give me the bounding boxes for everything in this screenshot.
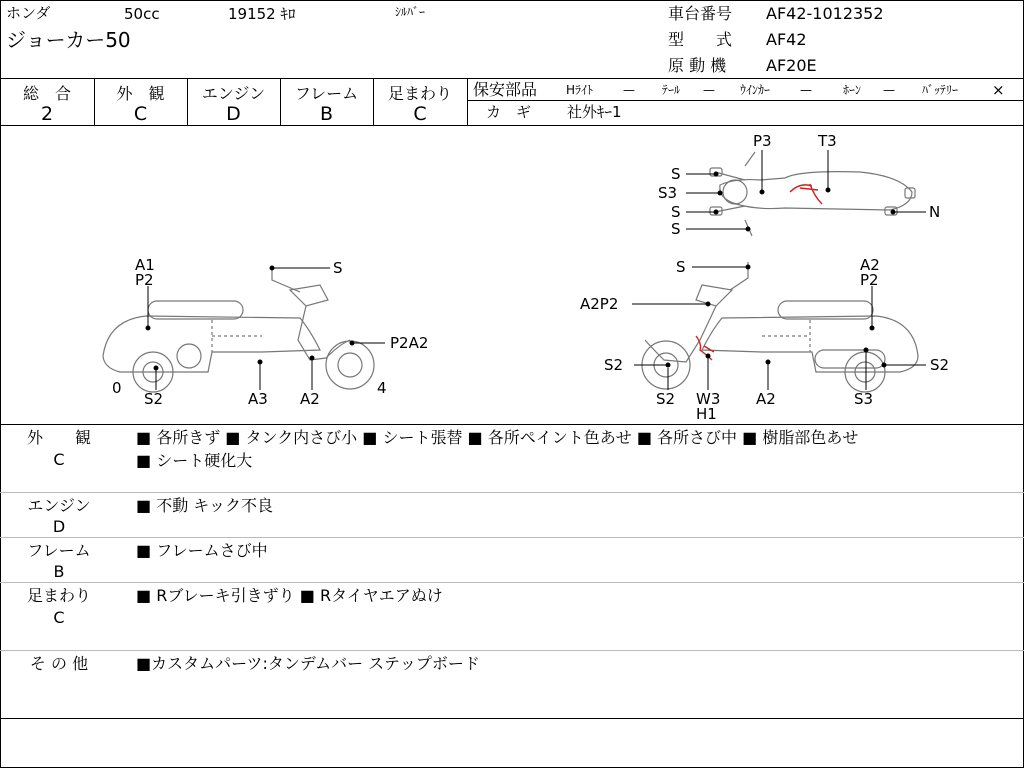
section-label: そ の 他 [29, 654, 89, 673]
grade-label: 足まわり [387, 84, 452, 103]
model-name: ジョーカー50 [6, 28, 131, 52]
top-body-shape [720, 172, 912, 210]
engine-label: 原 動 機 [668, 56, 727, 75]
type-label: 型 式 [668, 30, 733, 49]
label-n: N [929, 203, 941, 221]
label-s2: S2 [144, 390, 164, 408]
muffler [177, 344, 201, 368]
label-a2: A2 [756, 390, 776, 408]
safety-item-name: ﾊﾞｯﾃﾘｰ [922, 83, 959, 97]
mirror-shape [730, 262, 748, 290]
label-s3: S3 [854, 390, 874, 408]
label-s3: S3 [658, 184, 678, 202]
label-s: S [671, 220, 681, 238]
front-wheel [326, 341, 374, 389]
top-view [710, 152, 915, 236]
label-a2: A2 [300, 390, 320, 408]
section-note: ■ シート硬化大 [136, 451, 253, 470]
color: ｼﾙﾊﾞｰ [395, 5, 426, 19]
key-value: 社外ｷｰ1 [567, 103, 622, 121]
safety-item-name: ﾎｰﾝ [843, 83, 862, 97]
label-a3: A3 [248, 390, 268, 408]
safety-item-name: ﾃｰﾙ [662, 83, 681, 97]
safety-label: 保安部品 [473, 80, 538, 99]
grade-label: 外 観 [116, 84, 165, 103]
grade-label: 総 合 [22, 84, 71, 103]
label-s: S [671, 203, 681, 221]
label-s: S [676, 258, 686, 276]
handlebar-shape [696, 285, 732, 306]
key-label: カ ギ [486, 103, 532, 121]
maker: ホンダ [6, 4, 51, 22]
section-note: ■ フレームさび中 [136, 541, 268, 560]
section-label: 外 観 [26, 428, 91, 447]
section-label: エンジン [27, 496, 91, 515]
label-s: S [333, 259, 343, 277]
grade-label: エンジン [201, 84, 266, 103]
section-note: ■ Rブレーキ引きずり ■ Rタイヤエアぬけ [136, 586, 443, 605]
mileage: 19152 ｷﾛ [228, 5, 296, 23]
safety-item-status: — [800, 83, 812, 97]
section-label: フレーム [27, 541, 91, 560]
section-label: 足まわり [26, 586, 91, 605]
handlebar-shape [290, 285, 328, 306]
safety-item-status: — [623, 83, 635, 97]
scooter-diagram [0, 126, 1024, 424]
label-s2: S2 [930, 356, 950, 374]
safety-item-status: — [703, 83, 715, 97]
label-t3: T3 [818, 132, 837, 150]
section-note: ■ 不動 キック不良 [136, 496, 273, 515]
front-fork-shape [298, 306, 350, 360]
section-grade: C [53, 450, 65, 469]
label-four: 4 [377, 379, 387, 397]
safety-item-name: ｳｲﾝｶｰ [740, 83, 771, 97]
label-a1: A1 [135, 256, 155, 274]
label-p2: P2 [135, 271, 154, 289]
frame-no: AF42-1012352 [766, 4, 884, 23]
label-h1: H1 [696, 405, 717, 423]
section-grade: B [53, 562, 65, 581]
label-s2: S2 [604, 356, 624, 374]
label-a2p2: A2P2 [580, 295, 619, 313]
label-w3: W3 [696, 390, 721, 408]
safety-item-status: — [883, 83, 895, 97]
damage-mark [696, 336, 714, 360]
grade-value: C [413, 103, 427, 125]
label-a2: A2 [860, 256, 880, 274]
type-value: AF42 [766, 30, 807, 49]
section-note: ■カスタムパーツ:タンデムバー ステップボード [136, 654, 480, 673]
section-grade: D [52, 517, 66, 536]
label-p2a2: P2A2 [390, 334, 429, 352]
grade-label: フレーム [294, 84, 359, 103]
section-grade: C [53, 608, 65, 627]
label-s: S [671, 165, 681, 183]
label-s2: S2 [656, 390, 676, 408]
grade-value: C [133, 103, 148, 125]
engine-value: AF20E [766, 56, 817, 75]
safety-item-name: Hﾗｲﾄ [566, 83, 594, 97]
grade-value: D [226, 103, 241, 125]
label-p3: P3 [753, 132, 772, 150]
label-zero: 0 [112, 379, 122, 397]
safety-item-status: × [992, 81, 1005, 99]
grade-value: B [319, 103, 334, 125]
frame-no-label: 車台番号 [668, 4, 733, 23]
section-note: ■ 各所きず ■ タンク内さび小 ■ シート張替 ■ 各所ペイント色あせ ■ 各所さび中 ■ 樹脂部色あせ [136, 428, 859, 447]
grade-value: 2 [40, 103, 54, 125]
label-p2: P2 [860, 271, 879, 289]
damage-mark [790, 184, 822, 204]
displacement: 50cc [124, 5, 160, 23]
